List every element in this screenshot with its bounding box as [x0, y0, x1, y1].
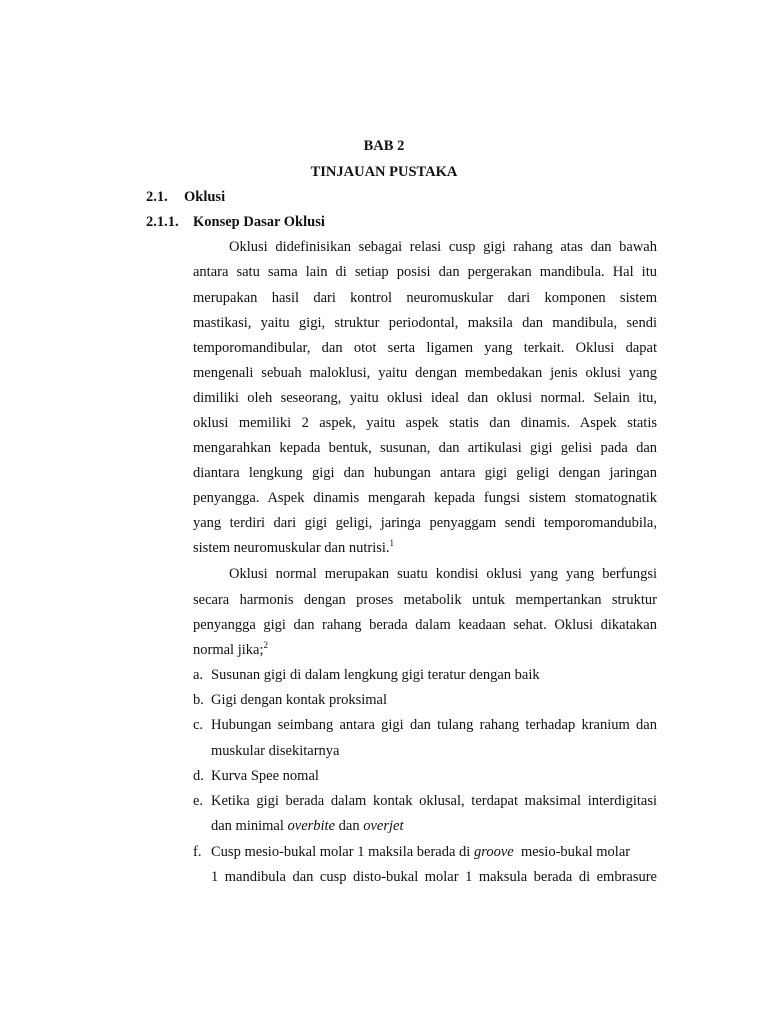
list-marker: f. [193, 844, 202, 860]
paragraph-1-line: dimiliki oleh seseorang, yaitu oklusi ideal dan oklusi normal. Selain itu, [193, 390, 657, 406]
paragraph-1-line: merupakan hasil dari kontrol neuromuskular dari komponen sistem [193, 290, 657, 306]
list-item-d: Kurva Spee nomal [211, 768, 319, 784]
subsection-title: Konsep Dasar Oklusi [193, 214, 325, 230]
list-item-f-line-1 [211, 844, 657, 861]
reference-superscript: 2 [263, 640, 268, 651]
paragraph-1-line: yang terdiri dari gigi geligi, jaringa penyaggam sendi temporomandubila, [193, 515, 657, 531]
section-title: Oklusi [184, 189, 226, 205]
list-item-e-line-1: Ketika gigi berada dalam kontak oklusal, terdapat maksimal interdigitasi [211, 793, 657, 809]
chapter-title: TINJAUAN PUSTAKA [310, 164, 458, 180]
paragraph-1-line: diantara lengkung gigi dan hubungan antara gigi geligi dengan jaringan [193, 465, 657, 481]
paragraph-1-line: oklusi memiliki 2 aspek, yaitu aspek statis dan dinamis. Aspek statis [193, 415, 657, 431]
italic-term: overjet [363, 818, 404, 834]
italic-term: overbite [287, 818, 336, 834]
list-text: dan minimal [211, 818, 288, 834]
paragraph-2-line: secara harmonis dengan proses metabolik untuk mempertankan struktur [193, 592, 657, 608]
italic-term: groove [473, 844, 514, 860]
section-number: 2.1. [146, 189, 168, 205]
paragraph-2-text: normal jika; [193, 642, 264, 658]
paragraph-1-last-line [193, 540, 394, 557]
paragraph-1-line: mengarahkan kepada bentuk, susunan, dan artikulasi gigi gelisi pada dan [193, 440, 657, 456]
paragraph-1-line: mastikasi, yaitu gigi, struktur periodontal, maksila dan mandibula, sendi [193, 315, 657, 331]
paragraph-2-line: penyangga gigi dan rahang berada dalam keadaan sehat. Oklusi dikatakan [193, 617, 657, 633]
paragraph-1-line: antara satu sama lain di setiap posisi dan pergerakan mandibula. Hal itu [193, 264, 657, 280]
list-marker: d. [193, 768, 204, 784]
list-item-c-line-1: Hubungan seimbang antara gigi dan tulang rahang terhadap kranium dan [211, 717, 657, 733]
list-marker: a. [193, 667, 204, 683]
paragraph-1-line: temporomandibular, dan otot serta ligamen yang terkait. Oklusi dapat [193, 340, 657, 356]
list-item-f-line-2: 1 mandibula dan cusp disto-bukal molar 1 maksula berada di embrasure [211, 869, 657, 885]
subsection-number: 2.1.1. [146, 214, 179, 230]
list-marker: c. [193, 717, 204, 733]
list-marker: b. [193, 692, 204, 708]
list-text: mesio-bukal molar [513, 844, 631, 860]
reference-superscript: 1 [389, 538, 395, 549]
list-item-b: Gigi dengan kontak proksimal [211, 692, 387, 708]
paragraph-2-line: Oklusi normal merupakan suatu kondisi oklusi yang yang berfungsi [229, 566, 657, 582]
chapter-number: BAB 2 [363, 138, 405, 154]
list-item-e-line-2 [211, 818, 403, 835]
paragraph-1-line: mengenali sebuah maloklusi, yaitu dengan membedakan jenis oklusi yang [193, 365, 657, 381]
list-item-c-line-2: muskular disekitarnya [211, 743, 340, 759]
list-marker: e. [193, 793, 204, 809]
paragraph-1-text: sistem neuromuskular dan nutrisi. [193, 540, 390, 556]
paragraph-1-line: Oklusi didefinisikan sebagai relasi cusp gigi rahang atas dan bawah [229, 239, 657, 255]
list-item-a: Susunan gigi di dalam lengkung gigi teratur dengan baik [211, 667, 540, 683]
paragraph-2-last-line [193, 642, 268, 659]
list-text: dan [335, 818, 364, 834]
list-text: Cusp mesio-bukal molar 1 maksila berada di [211, 844, 474, 860]
paragraph-1-line: penyangga. Aspek dinamis mengarah kepada fungsi sistem stomatognatik [193, 490, 657, 506]
